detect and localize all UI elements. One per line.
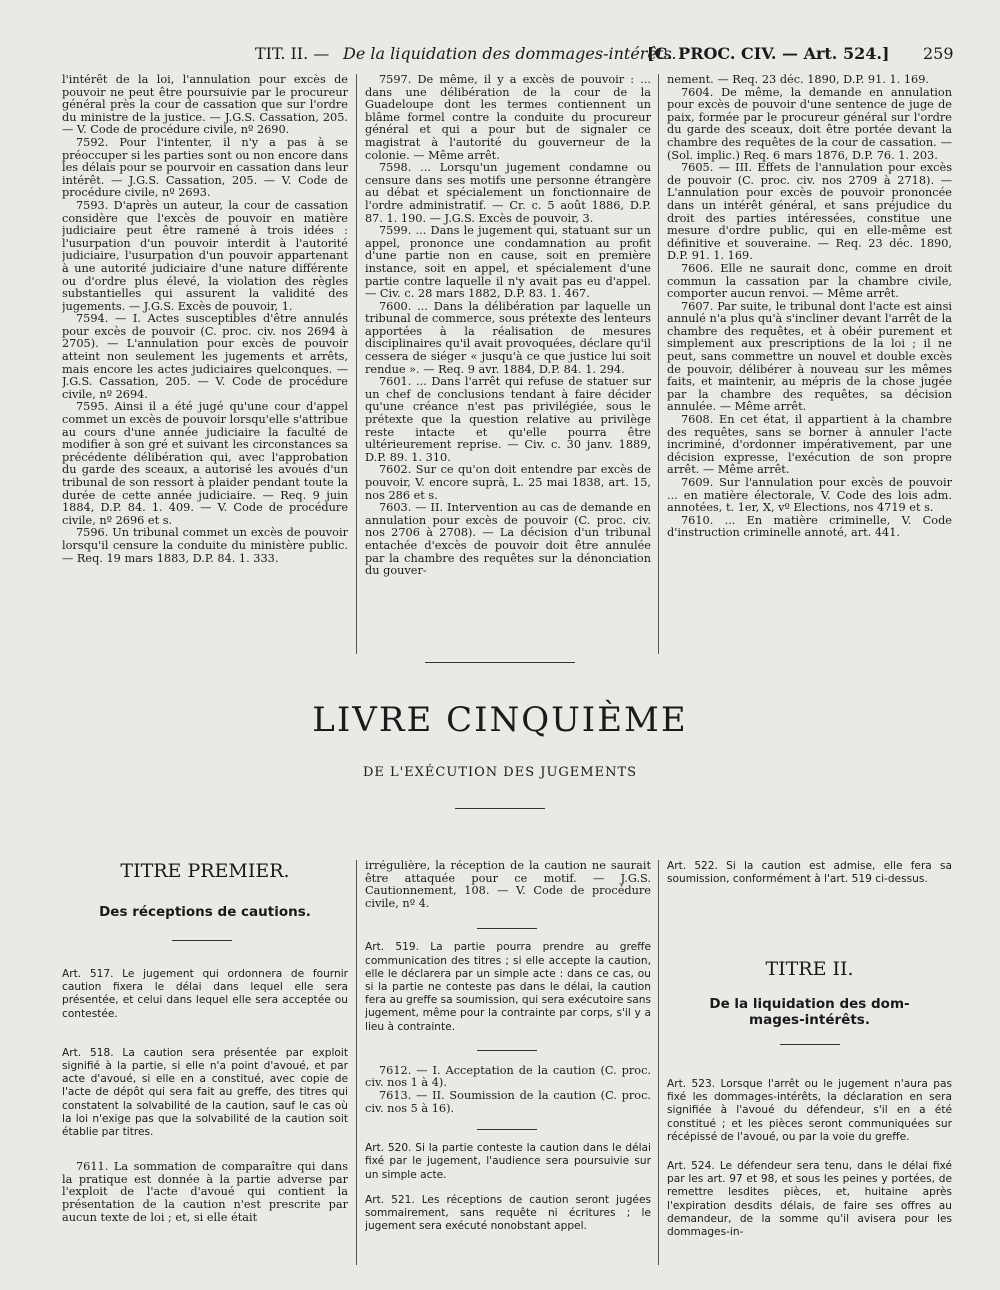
column-divider: [356, 860, 357, 1265]
titre-ii-subtitle-line2: mages-intérêts.: [749, 1012, 870, 1028]
paragraph: 7598. ... Lorsqu'un jugement condamne ou censure dans ses motifs une personne étrangère au débat et spécialement un fonctionnaire de l'ordre administratif. — Cr. c. 5 août 1886, D.P. 87. 1. 190. — J.G.S. Excès de pouvoir, 3.: [365, 161, 651, 225]
running-header: [255, 44, 955, 70]
paragraph: 7606. Elle ne saurait donc, comme en droit commun la cassation par la chambre civile, comporter aucun renvoi. — Même arrêt.: [667, 261, 952, 301]
paragraph: 7611. La sommation de comparaître qui dans la pratique est donnée à la partie adverse par l'exploit de l'acte d'avoué qui contient la présentation de la caution n'est prescrite par aucun texte de loi ; et, si elle était: [62, 1160, 348, 1224]
article-text: Art. 524. Le défendeur sera tenu, dans le délai fixé par les art. 97 et 98, et sous les peines y portées, de remettre lesdites pièces, et, huitaine après l'expiration desdits délais, de faire ses offres au demandeur, de la somme qu'il avisera pour les dommages-in-: [667, 1160, 952, 1239]
column-divider: [356, 74, 357, 654]
paragraph: 7609. Sur l'annulation pour excès de pouvoir ... en matière électorale, V. Code des lois adm. annotées, t. 1er, X, vº Elections, nos 4719 et s.: [667, 476, 952, 515]
paragraph: 7596. Un tribunal commet un excès de pouvoir lorsqu'il censure la conduite du ministère public. — Req. 19 mars 1883, D.P. 84. 1. 333.: [62, 526, 348, 565]
paragraph: 7602. Sur ce qu'on doit entendre par excès de pouvoir, V. encore suprà, L. 25 mai 1838, art. 15, nos 286 et s.: [365, 463, 651, 502]
header-title-italic: De la liquidation des dommages-intérêts.: [343, 44, 677, 63]
section-rule: [455, 808, 545, 809]
section-rule: [172, 940, 232, 941]
column-divider: [658, 860, 659, 1265]
upper-column-1: [62, 74, 348, 654]
titre-ii-heading: TITRE II.: [765, 958, 854, 980]
header-article-ref: [C. PROC. CIV. — Art. 524.]: [647, 44, 890, 63]
paragraph: 7594. — I. Actes susceptibles d'être annulés pour excès de pouvoir (C. proc. civ. nos 2694 à 2705). — L'annulation pour excès de pouvoir atteint non seulement les jugements et arrêts, mais encore les actes judiciaires quelconques. — J.G.S. Cassation, 205. — V. Code de procédure civile, nº 2694.: [62, 312, 348, 401]
paragraph: 7612. — I. Acceptation de la caution (C. proc. civ. nos 1 à 4).: [365, 1063, 651, 1090]
paragraph: 7603. — II. Intervention au cas de demande en annulation pour excès de pouvoir (C. proc. civ. nos 2706 à 2708). — La décision d'un tribunal entachée d'excès de pouvoir doit être annulée par la chambre des requêtes sur la dénonciation du gouver-: [365, 501, 651, 578]
paragraph: 7604. De même, la demande en annulation pour excès de pouvoir d'une sentence de juge de paix, formée par le procureur général sur l'ordre du garde des sceaux, doit être portée devant la chambre des requêtes de la cour de cassation. — (Sol. implic.) Req. 6 mars 1876, D.P. 76. 1. 203.: [667, 85, 952, 162]
livre-title: LIVRE CINQUIÈME: [312, 700, 688, 740]
paragraph: 7593. D'après un auteur, la cour de cassation considère que l'excès de pouvoir en matière judiciaire peut être ramené à trois idées : l'usurpation d'un pouvoir interdit à l'autorité judiciaire, l'usurpation d'un pouvoir appartenant à une autorité judiciaire d'une nature différente ou d'ordre plus élevé, la violation des règles substantielles qui assurent la validité des jugements. — J.G.S. Excès de pouvoir, 1.: [62, 198, 348, 313]
titre-premier-heading: TITRE PREMIER.: [120, 860, 290, 882]
paragraph: nement. — Req. 23 déc. 1890, D.P. 91. 1. 169.: [667, 74, 929, 86]
section-rule: [477, 1129, 537, 1130]
paragraph: l'intérêt de la loi, l'annulation pour excès de pouvoir ne peut être poursuivie par le procureur général près la cour de cassation que sur l'ordre du ministre de la justice. — J.G.S. Cassation, 205. — V. Code de procédure civile, nº 2690.: [62, 74, 348, 137]
paragraph: 7607. Par suite, le tribunal dont l'acte est ainsi annulé n'a plus qu'à s'incliner devant l'arrêt de la chambre des requêtes, et à obéir purement et simplement aux prescriptions de la loi ; il ne peut, sans commettre un nouvel et double excès de pouvoir, délibérer à nouveau sur les mêmes faits, et maintenir, au mépris de la chose jugée par la chambre des requêtes, sa décision annulée. — Même arrêt.: [667, 299, 952, 414]
paragraph: 7608. En cet état, il appartient à la chambre des requêtes, sans se borner à annuler l'acte incriminé, d'ordonner impérativement, par une décision expresse, l'exécution de son propre arrêt. — Même arrêt.: [667, 413, 952, 477]
article-text: Art. 521. Les réceptions de caution seront jugées sommairement, sans requête ni écritures ; le jugement sera exécuté nonobstant appel.: [365, 1193, 651, 1233]
paragraph: 7595. Ainsi il a été jugé qu'une cour d'appel commet un excès de pouvoir lorsqu'elle s'attribue au cours d'une année judiciaire la faculté de modifier à son gré et suivant les circonstances sa précédente délibération qui, avec l'approbation du garde des sceaux, a autorisé les avoués d'un tribunal de son ressort à plaider pendant toute la durée de cette année judiciaire. — Req. 9 juin 1884, D.P. 84. 1. 409. — V. Code de procédure civile, nº 2696 et s.: [62, 400, 348, 527]
paragraph: 7592. Pour l'intenter, il n'y a pas à se préoccuper si les parties sont ou non encore dans les délais pour se pourvoir en cassation dans leur intérêt. — J.G.S. Cassation, 205. — V. Code de procédure civile, nº 2693.: [62, 135, 348, 200]
upper-column-2: [365, 74, 651, 654]
article-text: Art. 519. La partie pourra prendre au greffe communication des titres ; si elle accepte la caution, elle le déclarera par un simple acte : dans ce cas, ou si la partie ne conteste pas dans le délai, la caution fera au greffe sa soumission, qui sera exécutoire sans jugement, même pour la contrainte par corps, s'il y a lieu à contrainte.: [365, 941, 651, 1033]
paragraph: 7610. ... En matière criminelle, V. Code d'instruction criminelle annoté, art. 441.: [667, 513, 952, 540]
section-rule: [477, 1050, 537, 1051]
paragraph: 7613. — II. Soumission de la caution (C. proc. civ. nos 5 à 16).: [365, 1088, 651, 1115]
column-divider: [658, 74, 659, 654]
paragraph: 7599. ... Dans le jugement qui, statuant sur un appel, prononce une condamnation au profit d'une partie non en cause, soit en première instance, soit en appel, et spécialement d'une partie contre laquelle il n'y avait pas eu d'appel. — Civ. c. 28 mars 1882, D.P. 83. 1. 467.: [365, 224, 651, 301]
lower-column-3: [667, 1078, 952, 1268]
titre-ii-subtitle-line1: De la liquidation des dom-: [709, 996, 910, 1012]
article-text: Art. 518. La caution sera présentée par exploit signifié à la partie, si elle n'a point d'avoué, et par acte d'avoué, si elle en a constitué, avec copie de l'acte de dépôt qui sera fait au greffe, des titres qui constatent la solvabilité de la caution, sauf le cas où la loi n'exige pas que la solvabilité de la caution soit établie par titres.: [62, 1046, 348, 1139]
article-text: Art. 523. Lorsque l'arrêt ou le jugement n'aura pas fixé les dommages-intérêts, la déclaration en sera signifiée à l'avoué du défendeur, s'il en a été constitué ; et les pièces seront communiquées sur récépissé de l'avoué, ou par la voie du greffe.: [667, 1078, 952, 1143]
page-number: 259: [923, 44, 954, 63]
lower-column-3-top: [667, 860, 952, 920]
article-text: Art. 520. Si la partie conteste la caution dans le délai fixé par le jugement, l'audience sera poursuivie sur un simple acte.: [365, 1142, 651, 1181]
livre-subtitle: DE L'EXÉCUTION DES JUGEMENTS: [362, 765, 638, 780]
header-title-left: TIT. II. —: [255, 44, 330, 63]
paragraph: 7605. — III. Effets de l'annulation pour excès de pouvoir (C. proc. civ. nos 2709 à 2718). — L'annulation pour excès de pouvoir prononcée dans un intérêt général, et sans préjudice du droit des parties intéressées, constitue une mesure d'ordre public, qui en elle-même est définitive et souveraine. — Req. 23 déc. 1890, D.P. 91. 1. 169.: [667, 161, 952, 263]
paragraph: 7597. De même, il y a excès de pouvoir : ... dans une délibération de la cour de la Guadeloupe dont les termes contiennent un blâme formel contre la conduite du procureur général et qui a pour but de signaler ce magistrat à l'autorité du gouverneur de la colonie. — Même arrêt.: [365, 74, 651, 162]
upper-column-3: [667, 74, 952, 654]
article-text: Art. 517. Le jugement qui ordonnera de fournir caution fixera le délai dans lequel elle sera présentée, et celui dans lequel elle sera acceptée ou contestée.: [62, 968, 348, 1020]
section-rule: [477, 928, 537, 929]
lower-column-1: [62, 968, 348, 1268]
lower-column-2: [365, 860, 651, 1265]
article-text: Art. 522. Si la caution est admise, elle fera sa soumission, conformément à l'art. 519 ci-dessus.: [667, 860, 952, 886]
section-rule: [425, 662, 575, 663]
section-rule: [780, 1044, 840, 1045]
paragraph: 7600. ... Dans la délibération par laquelle un tribunal de commerce, sous prétexte des lenteurs apportées à la réalisation de mesures disciplinaires qu'il avait provoquées, déclare qu'il cessera de siéger « jusqu'à ce que justice lui soit rendue ». — Req. 9 avr. 1884, D.P. 84. 1. 294.: [365, 299, 651, 376]
paragraph: 7601. ... Dans l'arrêt qui refuse de statuer sur un chef de conclusions tendant à faire décider qu'une créance n'est pas privilégiée, sous le prétexte que la question relative au privilège reste intacte et qu'elle pourra être ultérieurement reprise. — Civ. c. 30 janv. 1889, D.P. 89. 1. 310.: [365, 375, 651, 464]
paragraph: irrégulière, la réception de la caution ne saurait être attaquée pour ce motif. — J.G.S. Cautionnement, 108. — V. Code de procédure civile, nº 4.: [365, 860, 651, 910]
titre-premier-subtitle: Des réceptions de cautions.: [99, 904, 311, 920]
